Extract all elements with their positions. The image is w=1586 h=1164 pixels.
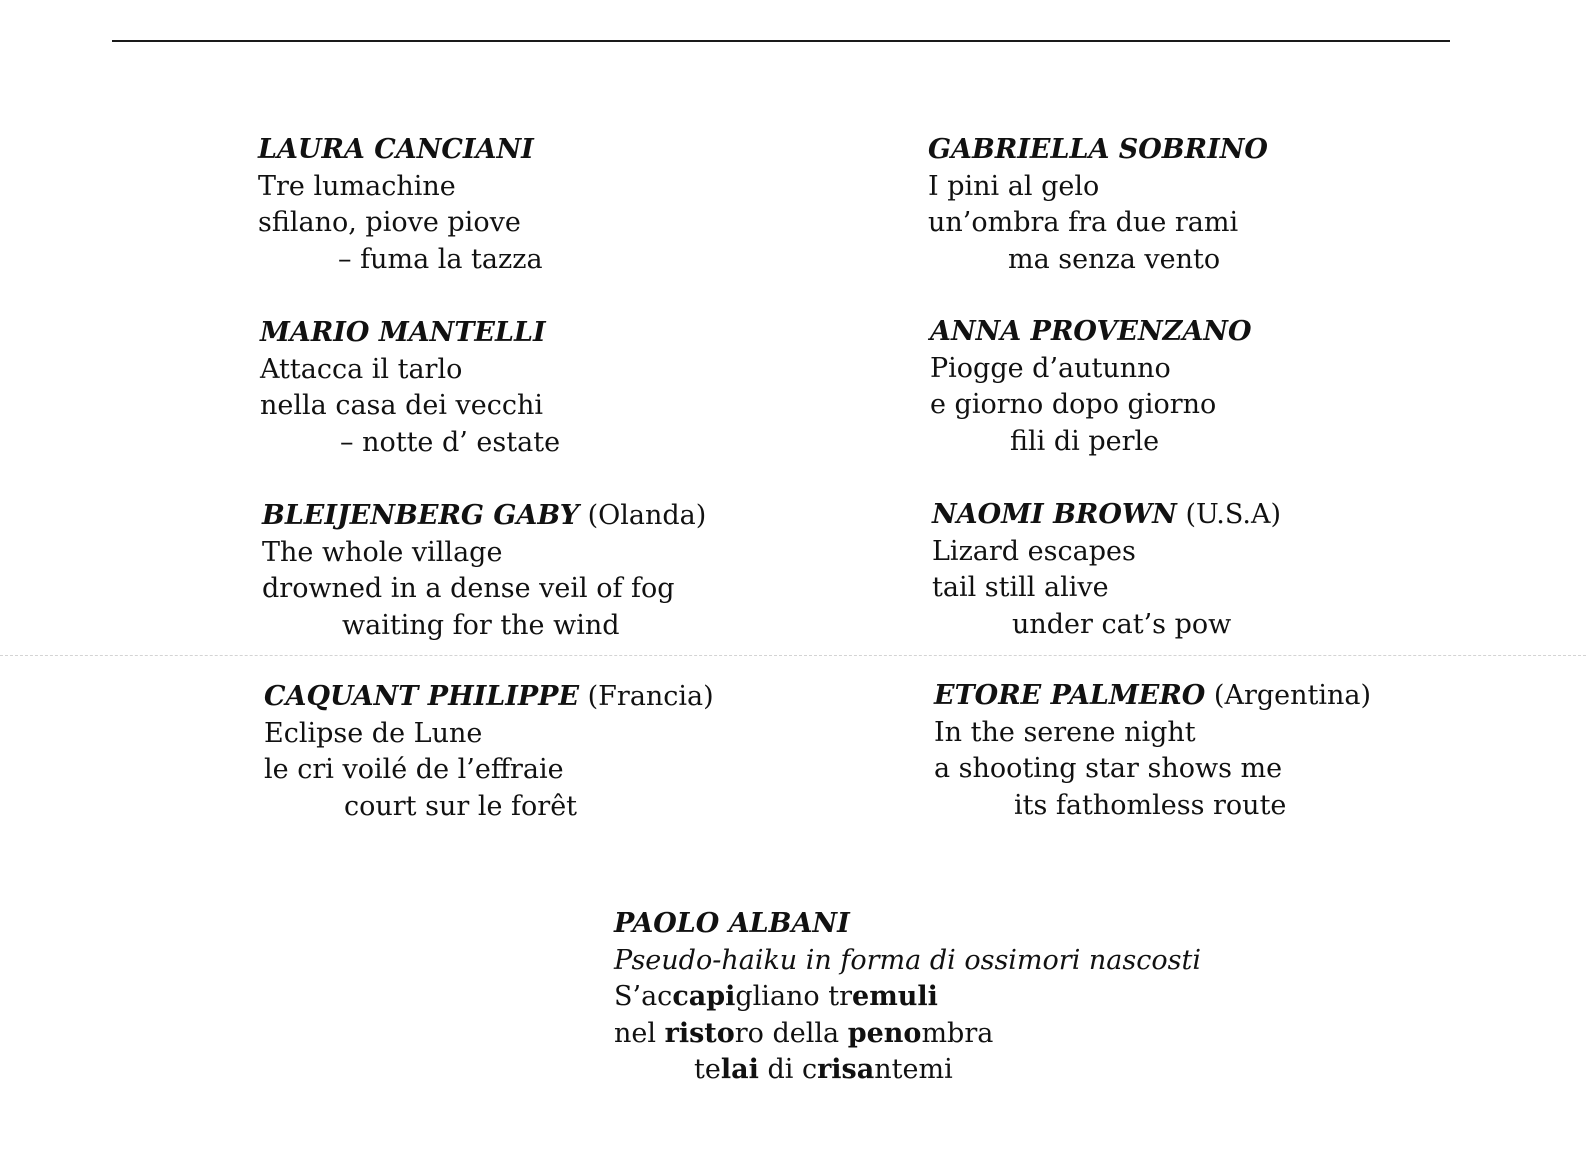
word-fragment: te (694, 1054, 721, 1085)
poem-author: GABRIELLA SOBRINO (928, 134, 1268, 165)
poem-naomi-brown (932, 497, 1281, 643)
poem-line: The whole village (262, 536, 503, 568)
poem-line (614, 979, 1201, 1016)
poem-subtitle: Pseudo-haiku in forma di ossimori nascosti (614, 944, 1201, 976)
poem-line: Lizard escapes (932, 535, 1136, 567)
word-fragment: gliano t (735, 981, 840, 1012)
poem-line: un’ombra fra due rami (928, 207, 1239, 238)
poem-gabriella-sobrino (928, 132, 1268, 278)
poem-line (614, 1052, 1201, 1089)
poem-author: CAQUANT PHILIPPE (264, 681, 580, 712)
poem-country: (U.S.A) (1185, 499, 1281, 530)
word-fragment-bold: lai (720, 1054, 759, 1085)
poem-author: LAURA CANCIANI (258, 134, 534, 165)
poem-line: Tre lumachine (258, 170, 456, 202)
word-fragment-bold: capi (672, 981, 736, 1012)
poem-line: In the serene night (934, 716, 1196, 748)
word-fragment: nel (614, 1017, 665, 1049)
poem-line: waiting for the wind (342, 609, 620, 641)
poem-line: – notte d’ estate (340, 426, 561, 458)
word-fragment-bold: risto (664, 1017, 735, 1049)
poem-caquant-philippe (264, 679, 714, 825)
poem-country: (Olanda) (587, 500, 707, 531)
fold-line (0, 655, 1586, 656)
poem-author: ETORE PALMERO (934, 680, 1206, 711)
poem-line: tail still alive (932, 572, 1109, 603)
word-fragment-bold: peno (847, 1017, 922, 1049)
poem-line: a shooting star shows me (934, 753, 1283, 784)
poem-line: ma senza vento (1008, 243, 1221, 275)
poem-line: e giorno dopo giorno (930, 389, 1217, 420)
poem-paolo-albani (614, 906, 1201, 1089)
word-fragment-bold: risa (817, 1054, 875, 1085)
poem-author: MARIO MANTELLI (260, 317, 546, 348)
poem-line: I pini al gelo (928, 170, 1100, 202)
poem-line: – fuma la tazza (338, 243, 543, 275)
poem-author: BLEIJENBERG GABY (262, 500, 579, 531)
poem-line: Eclipse de Lune (264, 717, 483, 749)
poem-line: its fathomless route (1014, 789, 1287, 821)
word-fragment-bold: emuli (852, 981, 938, 1012)
poem-line: sfilano, piove piove (258, 207, 521, 238)
poem-country: (Francia) (587, 681, 714, 712)
poem-line: court sur le forêt (344, 790, 578, 822)
poem-anna-provenzano (930, 314, 1252, 460)
poem-line: Piogge d’autunno (930, 352, 1171, 384)
poem-etore-palmero (934, 678, 1371, 824)
poem-author: ANNA PROVENZANO (930, 316, 1252, 347)
poem-line: under cat’s pow (1012, 608, 1232, 640)
poem-line: le cri voilé de l’effraie (264, 754, 564, 785)
poem-bleijenberg-gaby (262, 498, 706, 644)
poem-line: fili di perle (1010, 425, 1160, 457)
poem-line: drowned in a dense veil of fog (262, 573, 675, 604)
word-fragment: r (839, 981, 853, 1012)
poem-laura-canciani (258, 132, 543, 278)
word-fragment: ro della (734, 1017, 848, 1049)
poem-mario-mantelli (260, 315, 560, 461)
word-fragment: S’ac (614, 981, 673, 1012)
poem-country: (Argentina) (1213, 680, 1372, 711)
poem-line: Attacca il tarlo (260, 353, 463, 385)
top-rule (112, 40, 1450, 42)
poem-author: PAOLO ALBANI (614, 908, 850, 939)
poem-line (614, 1016, 1201, 1053)
poem-author: NAOMI BROWN (932, 499, 1177, 530)
poem-line: nella casa dei vecchi (260, 390, 544, 421)
word-fragment: di c (758, 1054, 818, 1085)
word-fragment: ntemi (874, 1054, 953, 1085)
word-fragment: mbra (921, 1017, 994, 1049)
